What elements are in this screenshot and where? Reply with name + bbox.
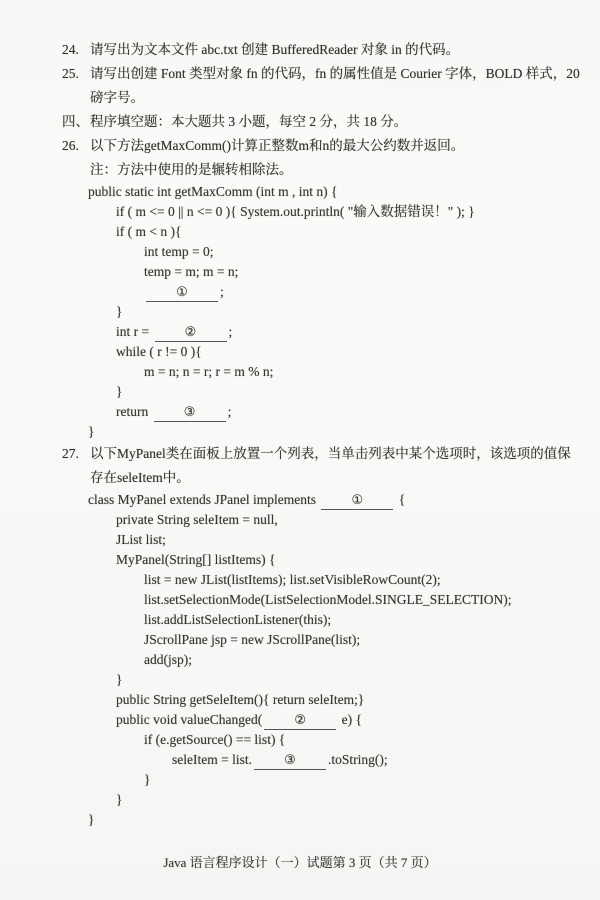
text-segment: public void valueChanged( <box>116 712 263 727</box>
code-line-blank-2 <box>0 710 600 730</box>
fill-in-blank-①: ① <box>321 492 393 510</box>
fill-in-blank-③: ③ <box>154 404 226 422</box>
text-segment: } <box>116 672 123 687</box>
code-line-blank-1 <box>0 282 600 302</box>
text-segment: while ( r != 0 ){ <box>116 344 202 359</box>
text-segment: ; <box>220 284 224 299</box>
text-segment: JList list; <box>116 532 166 547</box>
code-line-blank-3 <box>0 402 600 422</box>
text-segment: 程序填空题：本大题共 3 小题，每空 2 分，共 18 分。 <box>90 114 408 129</box>
text-segment: ; <box>228 324 233 339</box>
code-line <box>0 362 600 382</box>
code-line <box>0 590 600 610</box>
code-line <box>0 730 600 750</box>
question-number: 26. <box>62 138 79 153</box>
code-line <box>0 550 600 570</box>
text-segment: } <box>144 772 151 787</box>
code-line <box>0 422 600 442</box>
code-line <box>0 570 600 590</box>
code-line <box>0 630 600 650</box>
question-27-wrap <box>0 466 600 490</box>
code-line <box>0 262 600 282</box>
text-segment: int r = <box>116 324 153 339</box>
text-segment: list = new JList(listItems); list.setVisibleRowCount(2); <box>144 572 441 587</box>
question-number: 24. <box>62 42 79 57</box>
code-line-blank-3 <box>0 750 600 770</box>
text-segment: 注：方法中使用的是辗转相除法。 <box>90 162 293 177</box>
code-line <box>0 690 600 710</box>
code-line <box>0 610 600 630</box>
code-line <box>0 242 600 262</box>
question-24 <box>0 38 600 62</box>
text-segment: 请写出为文本文件 abc.txt 创建 BufferedReader 对象 in 的代码。 <box>90 42 460 57</box>
question-26-note <box>0 158 600 182</box>
text-segment: .toString(); <box>327 752 388 767</box>
text-segment: } <box>88 424 95 439</box>
text-segment: return <box>116 404 152 419</box>
code-line-blank-1 <box>0 490 600 510</box>
question-number: 四、 <box>62 114 89 129</box>
text-segment: } <box>116 384 123 399</box>
code-line <box>0 770 600 790</box>
code-line <box>0 222 600 242</box>
text-segment: 磅字号。 <box>90 90 144 105</box>
fill-in-blank-③: ③ <box>254 752 326 770</box>
text-segment: if (e.getSource() == list) { <box>144 732 286 747</box>
text-segment: temp = m; m = n; <box>144 264 239 279</box>
code-line <box>0 810 600 830</box>
code-line <box>0 302 600 322</box>
text-segment: MyPanel(String[] listItems) { <box>116 552 276 567</box>
text-segment: list.setSelectionMode(ListSelectionModel.SINGLE_SELECTION); <box>144 592 512 607</box>
fill-in-blank-②: ② <box>155 324 227 342</box>
code-line <box>0 382 600 402</box>
text-segment: { <box>395 492 406 507</box>
exam-body <box>0 38 600 830</box>
text-segment: e) { <box>338 712 362 727</box>
text-segment: ; <box>227 404 232 419</box>
code-line <box>0 510 600 530</box>
text-segment: m = n; n = r; r = m % n; <box>144 364 274 379</box>
text-segment: } <box>116 792 123 807</box>
code-line <box>0 790 600 810</box>
text-segment: 存在seleItem中。 <box>90 470 190 485</box>
code-line <box>0 182 600 202</box>
text-segment: class MyPanel extends JPanel implements <box>88 492 320 507</box>
text-segment: 以下方法getMaxComm()计算正整数m和n的最大公约数并返回。 <box>90 138 465 153</box>
text-segment: JScrollPane jsp = new JScrollPane(list); <box>144 632 361 647</box>
question-25-wrap <box>0 86 600 110</box>
text-segment: seleItem = list. <box>172 752 252 767</box>
text-segment: 以下MyPanel类在面板上放置一个列表，当单击列表中某个选项时，该选项的值保 <box>90 446 571 461</box>
text-segment: if ( m < n ){ <box>116 224 182 239</box>
question-number: 27. <box>62 446 79 461</box>
text-segment: private String seleItem = null, <box>116 512 278 527</box>
code-line <box>0 202 600 222</box>
question-26 <box>0 134 600 158</box>
text-segment: } <box>116 304 123 319</box>
text-segment: if ( m <= 0 || n <= 0 ){ System.out.println( "输入数据错误！" ); } <box>116 204 475 219</box>
page-footer: Java 语言程序设计（一）试题第 3 页（共 7 页） <box>163 855 437 870</box>
text-segment: int temp = 0; <box>144 244 214 259</box>
section-4-heading <box>0 110 600 134</box>
code-line <box>0 342 600 362</box>
code-line <box>0 650 600 670</box>
fill-in-blank-②: ② <box>264 712 336 730</box>
code-line-blank-2 <box>0 322 600 342</box>
text-segment: 请写出创建 Font 类型对象 fn 的代码，fn 的属性值是 Courier 字体，BOLD 样式，20 <box>90 66 580 81</box>
code-line <box>0 530 600 550</box>
question-number: 25. <box>62 66 79 81</box>
text-segment: add(jsp); <box>144 652 192 667</box>
fill-in-blank-①: ① <box>146 284 218 302</box>
question-25 <box>0 62 600 86</box>
text-segment: public static int getMaxComm (int m , int n) { <box>88 184 338 199</box>
text-segment: list.addListSelectionListener(this); <box>144 612 332 627</box>
question-27 <box>0 442 600 466</box>
text-segment: } <box>88 812 95 827</box>
text-segment: public String getSeleItem(){ return seleItem;} <box>116 692 365 707</box>
code-line <box>0 670 600 690</box>
